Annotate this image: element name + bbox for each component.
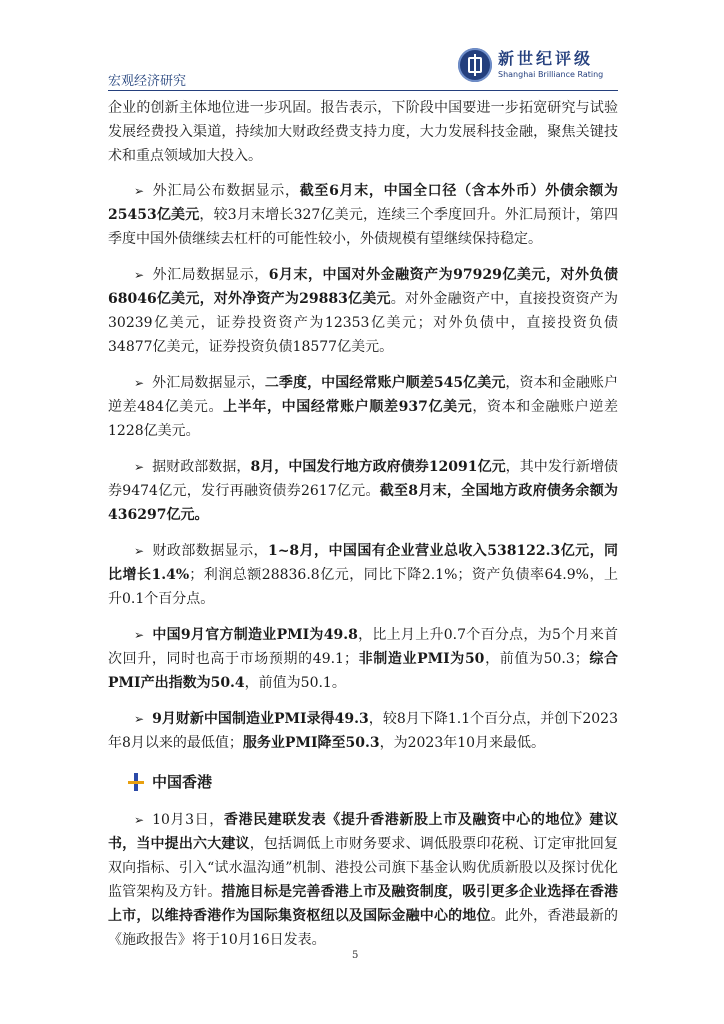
text-run: 企业的创新主体地位进一步巩固。报告表示，下阶段中国要进一步拓宽研究与试验发展经费投入渠道，持续加大财政经费支持力度，大力发展科技金融，聚焦关键技术和重点领域加大投入。 <box>108 100 618 164</box>
text-run: 。此外，香港最新的《施政报告》将于10月16日发表。 <box>108 908 619 948</box>
text-run: 财政部数据显示， <box>152 543 268 559</box>
logo-emblem-icon <box>458 48 492 82</box>
cross-marker-icon <box>128 773 144 791</box>
header-title: 宏观经济研究 <box>108 74 187 89</box>
page-header <box>108 44 618 90</box>
arrow-bullet-icon: ➢ <box>134 460 145 474</box>
paragraph <box>108 539 618 611</box>
text-run: 外汇局公布数据显示， <box>152 183 300 199</box>
text-run: 据财政部数据， <box>152 459 251 475</box>
text-run: 外汇局数据显示， <box>152 375 265 391</box>
text-run: ，其中发行新增债券9474亿元，发行再融资债券2617亿元。 <box>108 459 619 499</box>
arrow-bullet-icon: ➢ <box>134 544 145 558</box>
bold-text-run: 服务业PMI降至50.3 <box>242 735 380 751</box>
paragraph <box>108 179 618 251</box>
text-run: 。对外金融资产中，直接投资资产为30239亿美元，证券投资资产为12353亿美元；对外负债中，直接投资负债34877亿美元，证券投资负债18577亿美元。 <box>108 291 618 355</box>
text-run: 外汇局数据显示， <box>152 267 269 283</box>
text-run: ，前值为50.3； <box>484 651 589 667</box>
text-run: ，前值为50.1。 <box>244 675 346 691</box>
bold-text-run: 二季度，中国经常账户顺差545亿美元 <box>264 375 506 391</box>
brand-logo <box>458 46 618 86</box>
bold-text-run: 截至6月末，中国全口径（含本外币）外债余额为25453亿美元 <box>108 183 619 223</box>
bold-text-run: 香港民建联发表《提升香港新股上市及融资中心的地位》建议书，当中提出六大建议 <box>108 812 618 852</box>
bold-text-run: 8月，中国发行地方政府债券12091亿元 <box>250 459 506 475</box>
main-paragraphs <box>108 96 618 755</box>
paragraph <box>108 263 618 359</box>
bold-text-run: 上半年，中国经常账户顺差937亿美元 <box>223 399 473 415</box>
text-run: ，资本和金融账户逆差1228亿美元。 <box>108 399 618 439</box>
text-run: ，包括调低上市财务要求、调低股票印花税、订定审批回复双向指标、引入“试水温沟通”机制、港投公司旗下基金认购优质新股以及探讨优化监管架构及方针。 <box>108 836 619 900</box>
section-paragraphs <box>108 808 618 952</box>
paragraph <box>108 371 618 443</box>
text-run: ，为2023年10月来最低。 <box>379 735 546 751</box>
text-run: ，比上月上升0.7个百分点，为5个月来首次回升，同时也高于市场预期的49.1； <box>108 627 618 667</box>
arrow-bullet-icon: ➢ <box>134 628 145 642</box>
paragraph <box>108 96 618 168</box>
text-run: ，资本和金融账户逆差484亿美元。 <box>108 375 618 415</box>
bold-text-run: 截至8月末，全国地方政府债务余额为436297亿元。 <box>108 483 618 523</box>
text-run: ；利润总额28836.8亿元，同比下降2.1%；资产负债率64.9%，上升0.1个百分点。 <box>108 567 618 607</box>
arrow-bullet-icon: ➢ <box>134 268 145 282</box>
bold-text-run: 9月财新中国制造业PMI录得49.3 <box>152 711 369 727</box>
logo-chinese-name: 新世纪评级 <box>498 49 594 68</box>
document-body <box>108 96 618 964</box>
arrow-bullet-icon: ➢ <box>134 184 145 198</box>
logo-english-name: Shanghai Brilliance Rating <box>498 70 604 79</box>
paragraph <box>108 455 618 527</box>
header-divider <box>108 90 618 91</box>
page-number: 5 <box>352 950 359 961</box>
bold-text-run: 1~8月，中国国有企业营业总收入538122.3亿元，同比增长1.4% <box>108 543 618 583</box>
arrow-bullet-icon: ➢ <box>134 813 145 827</box>
bold-text-run: 措施目标是完善香港上市及融资制度，吸引更多企业选择在香港上市，以维持香港作为国际集资枢纽以及国际金融中心的地位 <box>108 884 619 924</box>
paragraph <box>108 808 618 952</box>
section-heading-hongkong <box>128 771 618 792</box>
arrow-bullet-icon: ➢ <box>134 712 145 726</box>
text-run: ，较3月末增长327亿美元，连续三个季度回升。外汇局预计，第四季度中国外债继续去杠杆的可能性较小，外债规模有望继续保持稳定。 <box>108 207 618 247</box>
paragraph <box>108 623 618 695</box>
bold-text-run: 非制造业PMI为50 <box>357 651 485 667</box>
text-run: 10月3日， <box>152 812 224 828</box>
text-run: ，较8月下降1.1个百分点，并创下2023年8月以来的最低值； <box>108 711 618 751</box>
bold-text-run: 6月末，中国对外金融资产为97929亿美元，对外负债68046亿美元，对外净资产为29883亿美元 <box>108 267 619 307</box>
paragraph <box>108 707 618 755</box>
arrow-bullet-icon: ➢ <box>134 376 145 390</box>
bold-text-run: 综合PMI产出指数为50.4 <box>108 651 619 691</box>
section-title: 中国香港 <box>152 773 213 791</box>
bold-text-run: 中国9月官方制造业PMI为49.8 <box>152 627 358 643</box>
